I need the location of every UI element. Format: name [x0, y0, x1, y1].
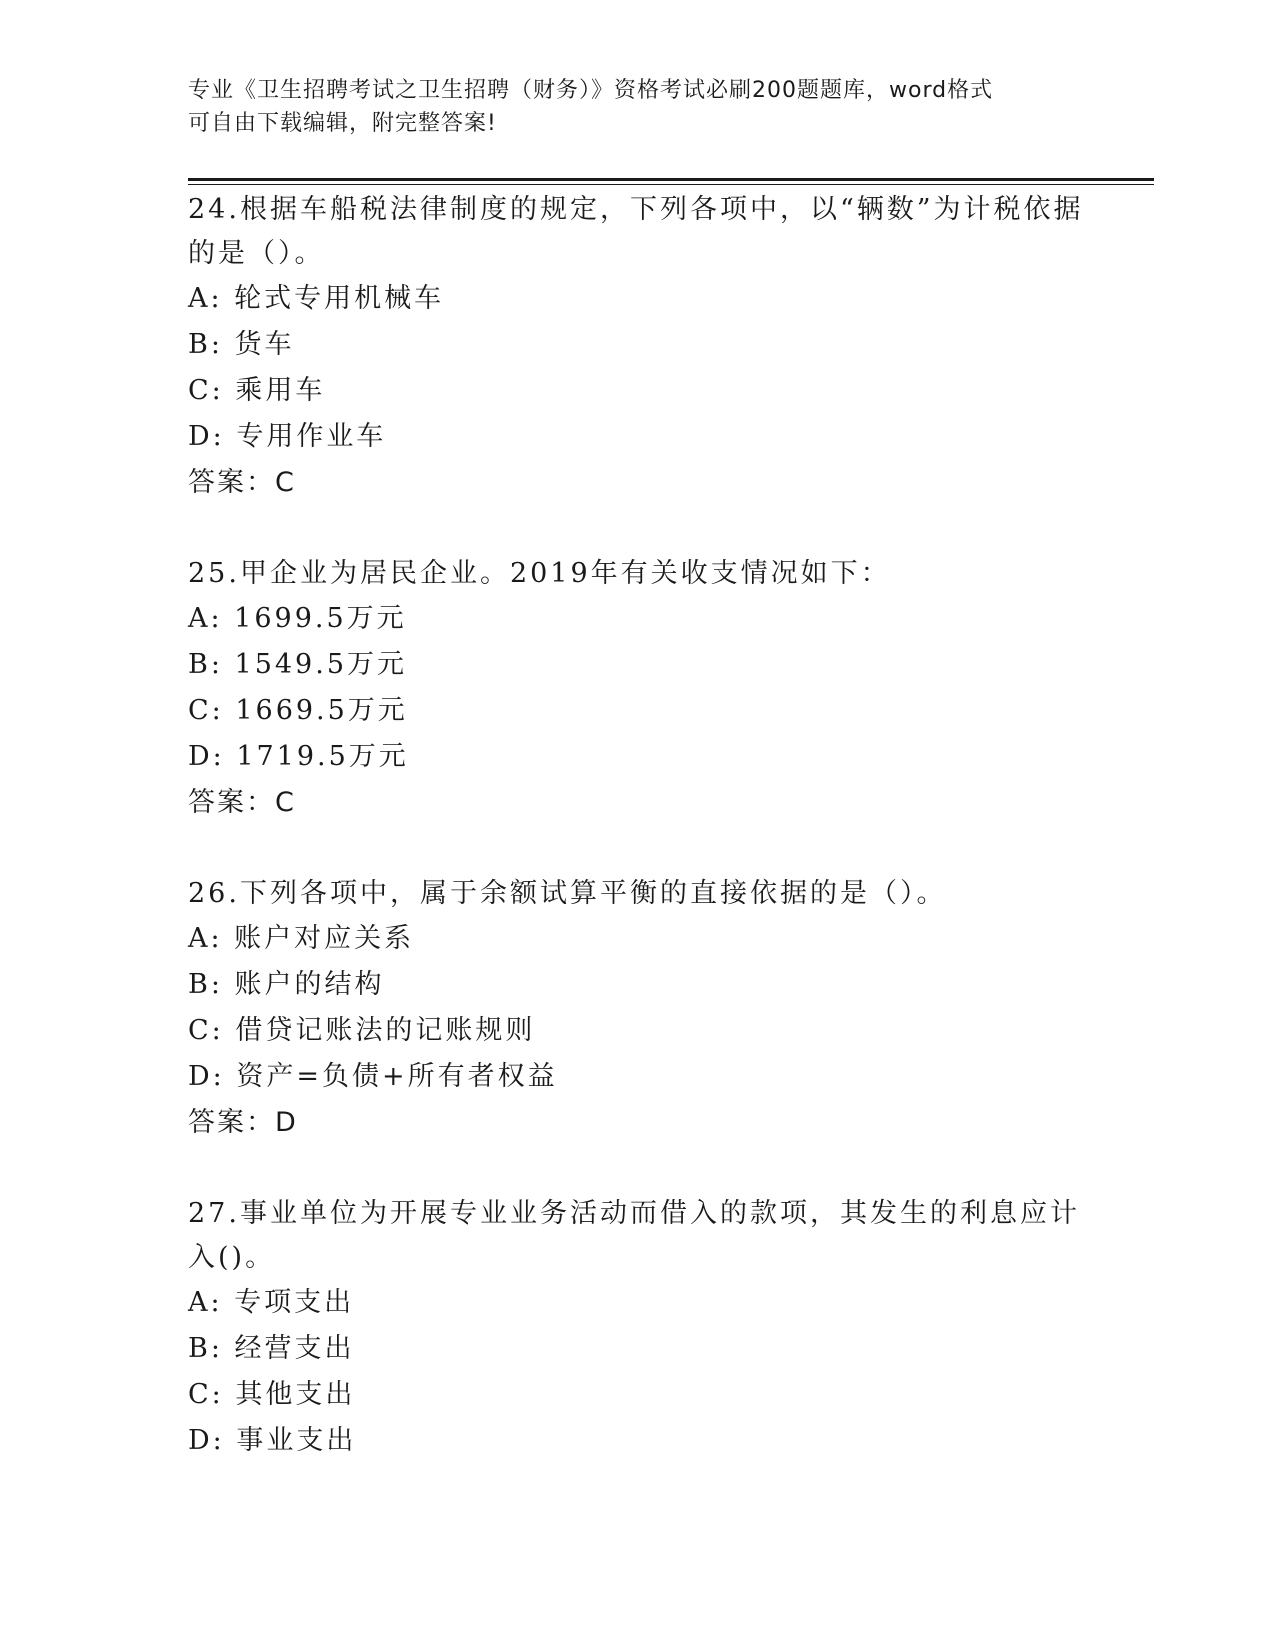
option-c: C: 乘用车	[188, 375, 326, 406]
option-b: B: 1549.5万元	[188, 649, 407, 680]
option-a: A: 轮式专用机械车	[188, 283, 445, 314]
option-d: D: 1719.5万元	[188, 741, 409, 772]
option-c: C: 借贷记账法的记账规则	[188, 1015, 536, 1046]
option-b: B: 账户的结构	[188, 969, 385, 1000]
option-a: A: 1699.5万元	[188, 603, 407, 634]
question-stem: 25.甲企业为居民企业。2019年有关收支情况如下：	[188, 558, 891, 589]
option-d: D: 专用作业车	[188, 421, 387, 452]
question-list	[188, 188, 1088, 1510]
question-stem: 27.事业单位为开展专业业务活动而借入的款项，其发生的利息应计入()。	[188, 1198, 1080, 1273]
question-stem: 26.下列各项中，属于余额试算平衡的直接依据的是（）。	[188, 878, 947, 909]
header-line-2: 可自由下载编辑，附完整答案!	[188, 111, 497, 136]
header-line-1: 专业《卫生招聘考试之卫生招聘（财务）》资格考试必刷200题题库，word格式	[188, 78, 994, 103]
question-27	[188, 1192, 1088, 1464]
question-25	[188, 552, 1088, 826]
option-d: D: 事业支出	[188, 1425, 357, 1456]
answer: 答案：C	[188, 787, 296, 818]
question-24	[188, 188, 1088, 506]
question-stem: 24.根据车船税法律制度的规定，下列各项中，以“辆数”为计税依据的是（）。	[188, 194, 1084, 269]
header-divider-thin	[188, 184, 1154, 185]
document-header	[188, 74, 1068, 140]
header-divider-thick	[188, 178, 1154, 181]
option-a: A: 专项支出	[188, 1287, 355, 1318]
option-a: A: 账户对应关系	[188, 923, 415, 954]
answer: 答案：C	[188, 467, 296, 498]
option-b: B: 货车	[188, 329, 295, 360]
option-c: C: 其他支出	[188, 1379, 356, 1410]
answer: 答案：D	[188, 1107, 298, 1138]
option-c: C: 1669.5万元	[188, 695, 408, 726]
option-d: D: 资产=负债+所有者权益	[188, 1061, 558, 1092]
question-26	[188, 872, 1088, 1146]
option-b: B: 经营支出	[188, 1333, 355, 1364]
